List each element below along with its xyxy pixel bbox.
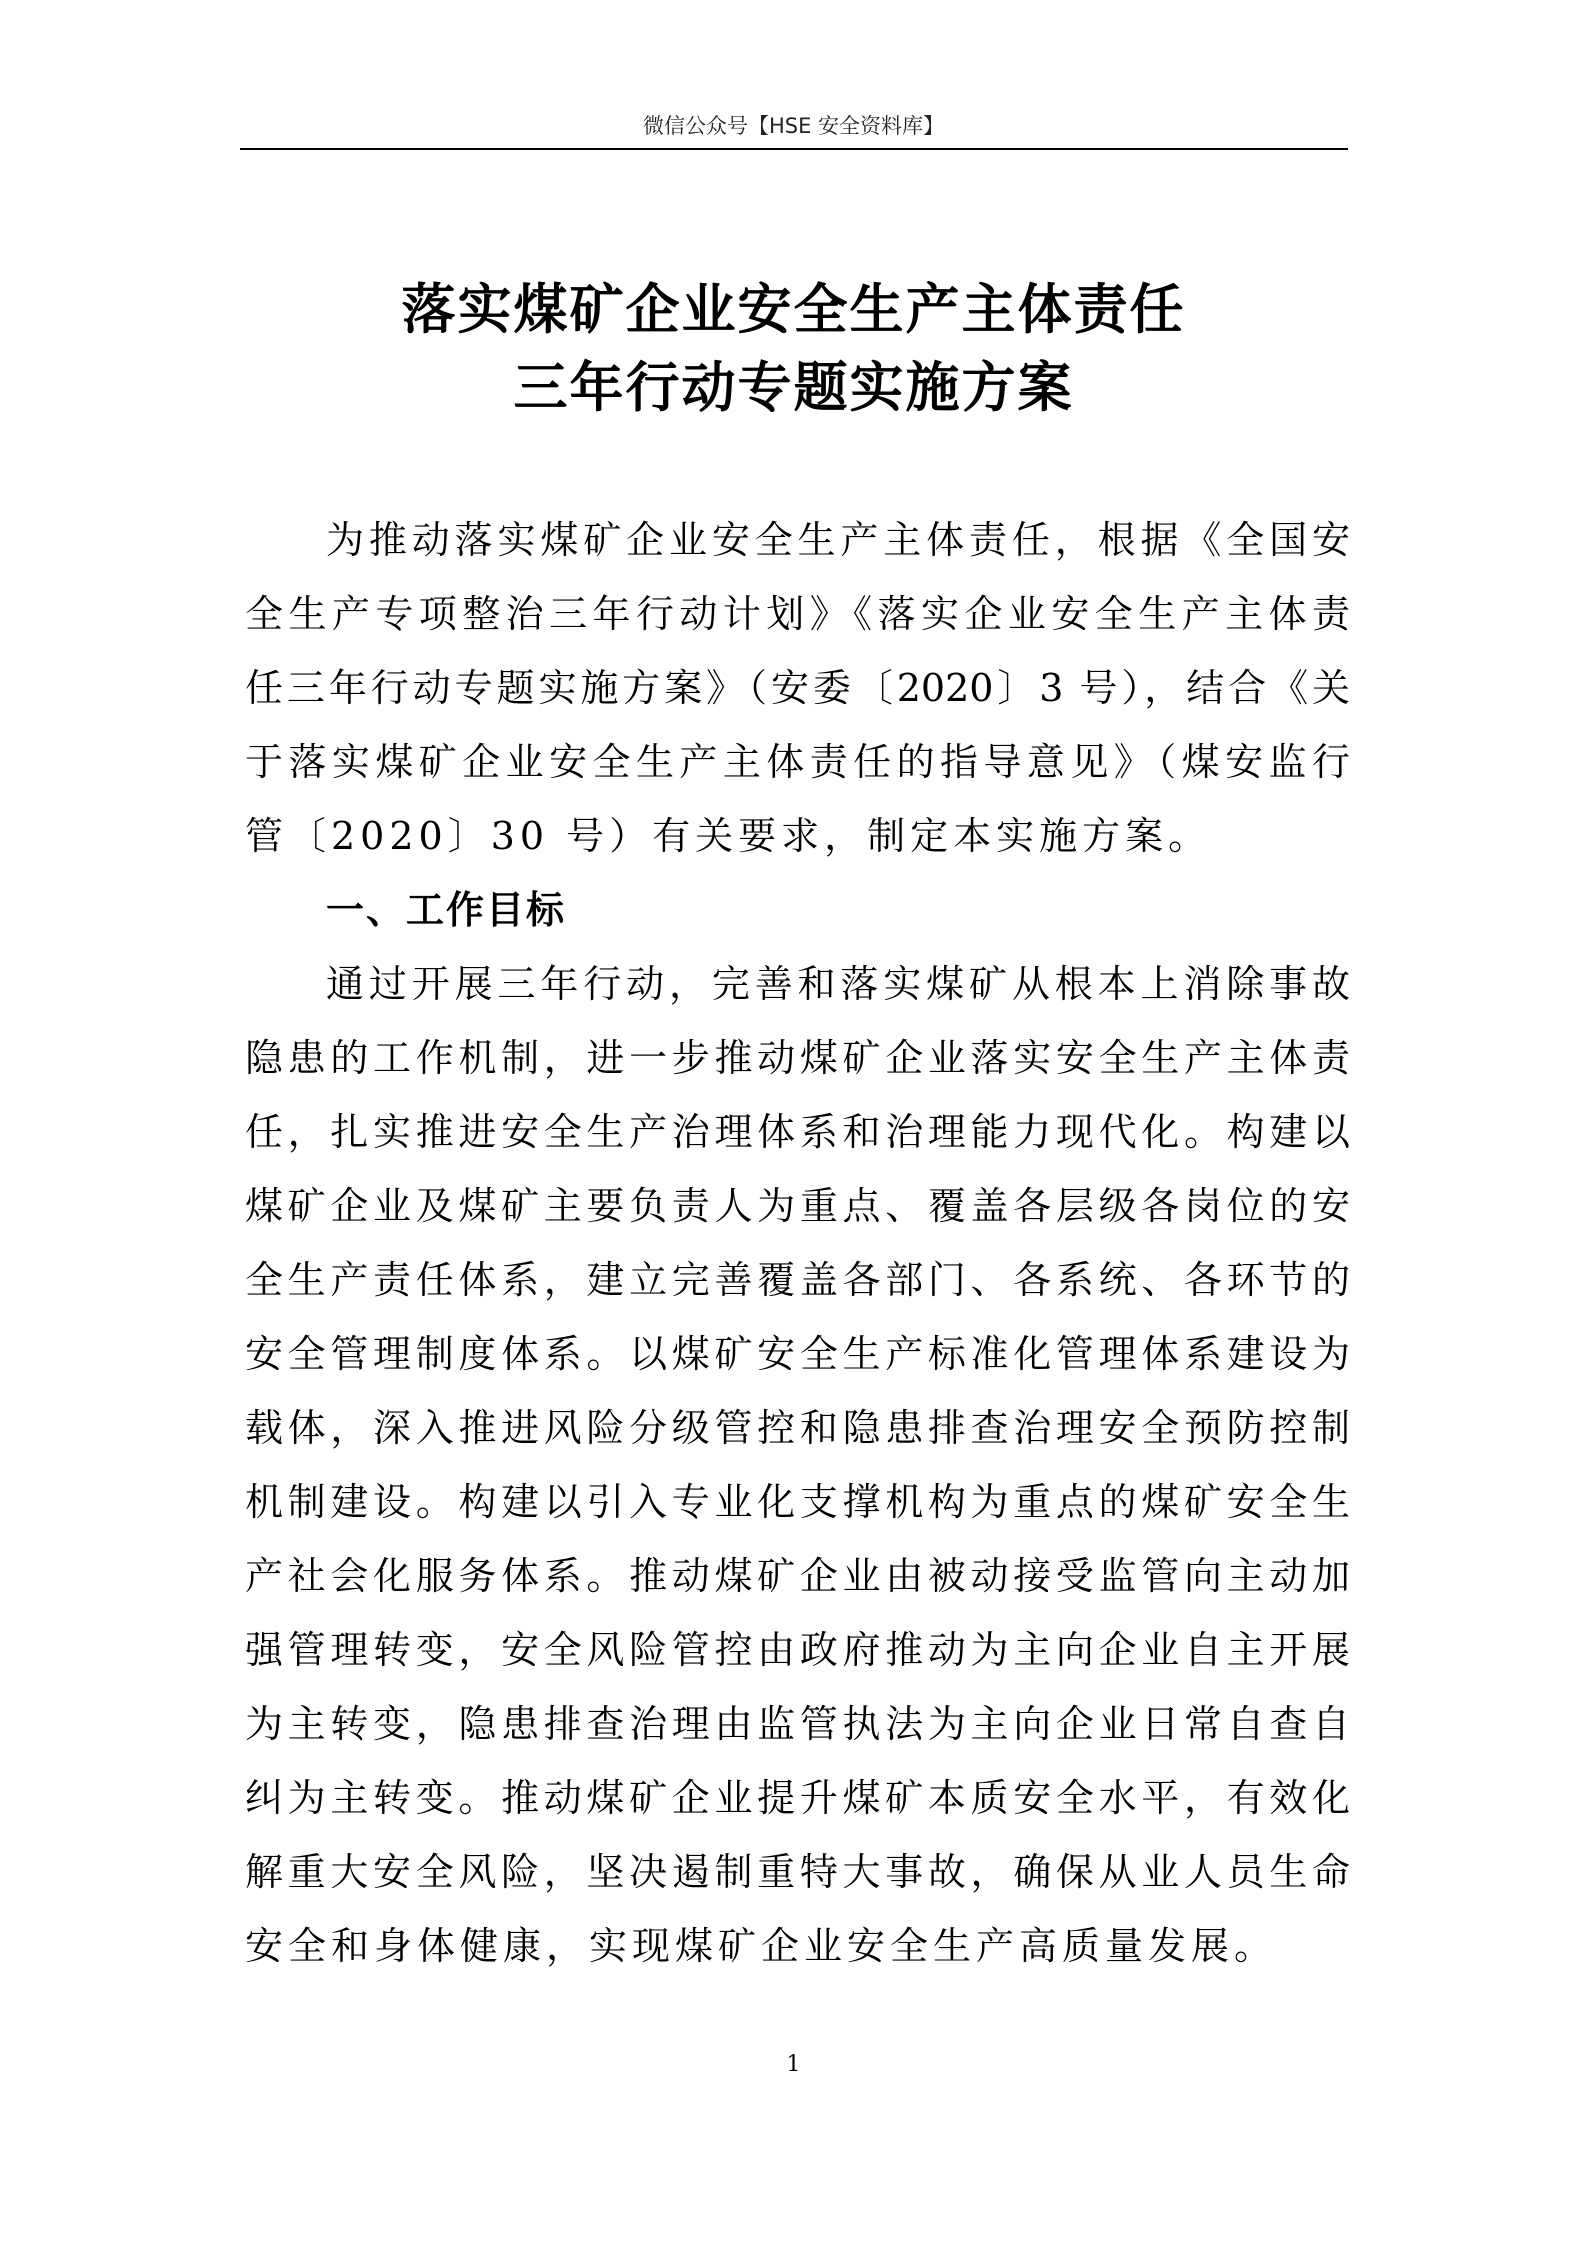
section-paragraph-line: 安全和身体健康，实现煤矿企业安全生产高质量发展。	[245, 1924, 1278, 1968]
section-paragraph-line: 全生产责任体系，建立完善覆盖各部门、各系统、各环节的	[245, 1258, 1350, 1302]
document-title-line-2: 三年行动专题实施方案	[513, 355, 1074, 419]
page-number: 1	[786, 2052, 801, 2077]
section-paragraph-line: 安全管理制度体系。以煤矿安全生产标准化管理体系建设为	[245, 1332, 1350, 1376]
section-paragraph-line: 纠为主转变。推动煤矿企业提升煤矿本质安全水平，有效化	[245, 1776, 1350, 1820]
intro-paragraph-line: 管〔2020〕30 号）有关要求，制定本实施方案。	[245, 814, 1212, 858]
document-title-line-1: 落实煤矿企业安全生产主体责任	[401, 277, 1186, 341]
intro-paragraph-line: 全生产专项整治三年行动计划》《落实企业安全生产主体责	[245, 592, 1350, 636]
section-paragraph-line: 隐患的工作机制，进一步推动煤矿企业落实安全生产主体责	[245, 1036, 1350, 1080]
section-heading: 一、工作目标	[326, 888, 567, 932]
section-paragraph-line: 煤矿企业及煤矿主要负责人为重点、覆盖各层级各岗位的安	[245, 1184, 1350, 1228]
section-paragraph-line: 强管理转变，安全风险管控由政府推动为主向企业自主开展	[245, 1628, 1350, 1672]
section-paragraph-line: 载体，深入推进风险分级管控和隐患排查治理安全预防控制	[245, 1406, 1350, 1450]
page-header-text: 微信公众号【HSE 安全资料库】	[642, 114, 945, 138]
section-paragraph-line: 解重大安全风险，坚决遏制重特大事故，确保从业人员生命	[245, 1850, 1350, 1894]
section-paragraph-line: 产社会化服务体系。推动煤矿企业由被动接受监管向主动加	[245, 1554, 1350, 1598]
header-divider	[240, 148, 1348, 150]
section-paragraph-line: 通过开展三年行动，完善和落实煤矿从根本上消除事故	[326, 962, 1350, 1006]
section-paragraph-line: 为主转变，隐患排查治理由监管执法为主向企业日常自查自	[245, 1702, 1350, 1746]
intro-paragraph-line: 于落实煤矿企业安全生产主体责任的指导意见》（煤安监行	[245, 740, 1350, 784]
intro-paragraph-line: 为推动落实煤矿企业安全生产主体责任，根据《全国安	[326, 518, 1350, 562]
section-paragraph-line: 任，扎实推进安全生产治理体系和治理能力现代化。构建以	[245, 1110, 1350, 1154]
section-paragraph-line: 机制建设。构建以引入专业化支撑机构为重点的煤矿安全生	[245, 1480, 1350, 1524]
intro-paragraph-line: 任三年行动专题实施方案》（安委〔2020〕3 号），结合《关	[245, 666, 1350, 710]
